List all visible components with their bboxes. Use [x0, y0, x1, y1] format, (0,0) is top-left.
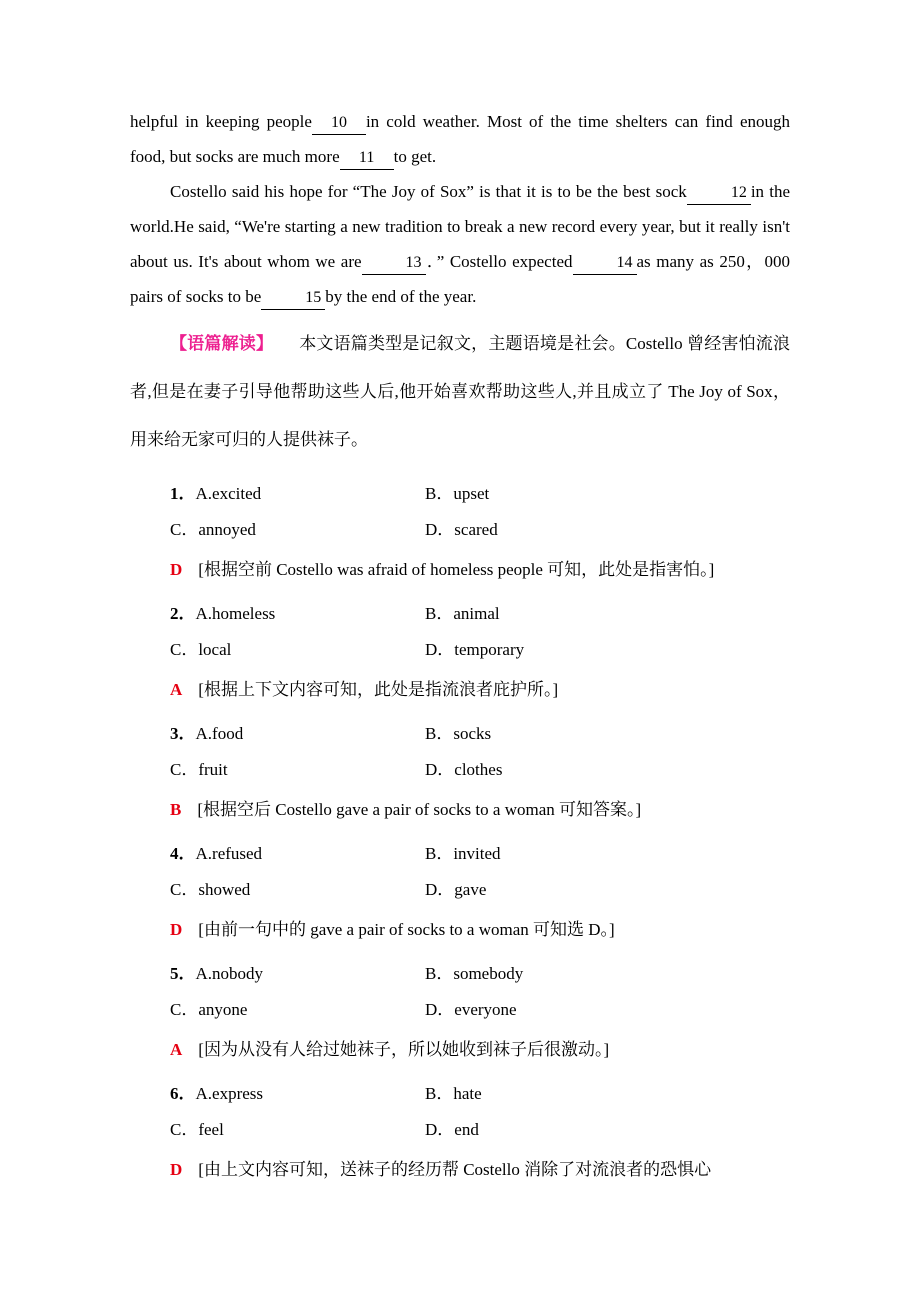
- option-d: D．temporary: [425, 640, 525, 659]
- passage-paragraph-2: [130, 174, 790, 314]
- question-block-6: [170, 1076, 790, 1188]
- cloze-blank-11: 11: [340, 147, 394, 170]
- question-number: 2．: [170, 604, 196, 623]
- answer-letter: B: [170, 800, 182, 819]
- option-c: C．fruit: [170, 760, 228, 779]
- option-row: [170, 512, 790, 548]
- cloze-blank-10: 10: [312, 112, 366, 135]
- answer-explanation: [由前一句中的 gave a pair of socks to a woman 可知选 D。]: [198, 920, 615, 939]
- answer-row: [170, 1152, 790, 1188]
- option-row: [170, 1112, 790, 1148]
- option-a: [170, 716, 425, 752]
- analysis-text: 本文语篇类型是记叙文，主题语境是社会。Costello 曾经害怕流浪者,但是在妻子引导他帮助这些人后,他开始喜欢帮助这些人,并且成立了 The Joy of Sox，用来给无家可归的人提供袜子。: [130, 334, 791, 449]
- answer-explanation: [根据空前 Costello was afraid of homeless people 可知，此处是指害怕。]: [198, 560, 715, 579]
- passage-text: Costello said his hope for “The Joy of Sox” is that it is to be the best sock: [170, 182, 687, 201]
- passage-text: as many as 250，000 pairs of socks to be: [130, 252, 791, 306]
- answer-row: [170, 912, 790, 948]
- option-d: D．end: [425, 1120, 479, 1139]
- cloze-blank-15: 15: [261, 287, 325, 310]
- option-a: [170, 596, 425, 632]
- cloze-blank-12: 12: [687, 182, 751, 205]
- passage-text: in the world.He said, “We're starting a new tradition to break a new record every year, but it really isn't about us. It's about whom we are: [130, 182, 790, 271]
- option-row: [170, 872, 790, 908]
- option-b: B．socks: [425, 724, 492, 743]
- question-block-5: [170, 956, 790, 1068]
- question-list: [130, 476, 790, 1188]
- passage-text: helpful in keeping people: [130, 112, 312, 131]
- option-row: [170, 632, 790, 668]
- question-block-4: [170, 836, 790, 948]
- passage-text: to get.: [393, 147, 437, 166]
- option-d: D．clothes: [425, 760, 503, 779]
- option-d: D．scared: [425, 520, 498, 539]
- option-c: C．anyone: [170, 1000, 248, 1019]
- option-d: D．gave: [425, 880, 487, 899]
- option-a-label: A.express: [195, 1084, 264, 1103]
- option-row: [170, 992, 790, 1028]
- option-row: [170, 476, 790, 512]
- option-row: [170, 956, 790, 992]
- answer-letter: A: [170, 680, 183, 699]
- option-a: [170, 476, 425, 512]
- option-row: [170, 716, 790, 752]
- answer-letter: D: [170, 560, 183, 579]
- option-a-label: A.food: [195, 724, 244, 743]
- answer-explanation: [因为从没有人给过她袜子，所以她收到袜子后很激动。]: [198, 1040, 610, 1059]
- answer-explanation: [由上文内容可知，送袜子的经历帮 Costello 消除了对流浪者的恐惧心: [198, 1160, 712, 1179]
- question-number: 6．: [170, 1084, 196, 1103]
- passage-analysis: [130, 320, 790, 464]
- answer-explanation: [根据空后 Costello gave a pair of socks to a woman 可知答案。]: [197, 800, 642, 819]
- option-a-label: A.homeless: [195, 604, 276, 623]
- option-a: [170, 1076, 425, 1112]
- option-a-label: A.refused: [195, 844, 263, 863]
- answer-row: [170, 1032, 790, 1068]
- passage-text: ．” Costello expected: [425, 252, 573, 271]
- question-number: 5．: [170, 964, 196, 983]
- passage-paragraph-1: [130, 104, 790, 174]
- option-row: [170, 1076, 790, 1112]
- option-a: [170, 956, 425, 992]
- option-row: [170, 752, 790, 788]
- option-c: C．local: [170, 640, 232, 659]
- option-a: [170, 836, 425, 872]
- question-number: 4．: [170, 844, 196, 863]
- option-b: B．invited: [425, 844, 501, 863]
- answer-row: [170, 552, 790, 588]
- option-c: C．feel: [170, 1120, 224, 1139]
- answer-letter: D: [170, 1160, 183, 1179]
- answer-letter: A: [170, 1040, 183, 1059]
- option-row: [170, 836, 790, 872]
- question-block-1: [170, 476, 790, 588]
- option-b: B．somebody: [425, 964, 524, 983]
- passage-text: by the end of the year.: [325, 287, 477, 306]
- question-number: 1．: [170, 484, 196, 503]
- option-a-label: A.excited: [195, 484, 262, 503]
- answer-explanation: [根据上下文内容可知，此处是指流浪者庇护所。]: [198, 680, 559, 699]
- answer-row: [170, 672, 790, 708]
- question-block-2: [170, 596, 790, 708]
- cloze-blank-13: 13: [362, 252, 426, 275]
- option-b: B．animal: [425, 604, 500, 623]
- option-b: B．hate: [425, 1084, 482, 1103]
- cloze-blank-14: 14: [573, 252, 637, 275]
- option-d: D．everyone: [425, 1000, 517, 1019]
- option-b: B．upset: [425, 484, 490, 503]
- option-row: [170, 596, 790, 632]
- answer-row: [170, 792, 790, 828]
- question-number: 3．: [170, 724, 196, 743]
- option-c: C．showed: [170, 880, 251, 899]
- passage-text: in cold weather. Most of the time shelters can find enough food, but socks are much more: [130, 112, 790, 166]
- answer-letter: D: [170, 920, 183, 939]
- analysis-label: 【语篇解读】: [170, 334, 274, 353]
- option-c: C．annoyed: [170, 520, 256, 539]
- option-a-label: A.nobody: [195, 964, 264, 983]
- question-block-3: [170, 716, 790, 828]
